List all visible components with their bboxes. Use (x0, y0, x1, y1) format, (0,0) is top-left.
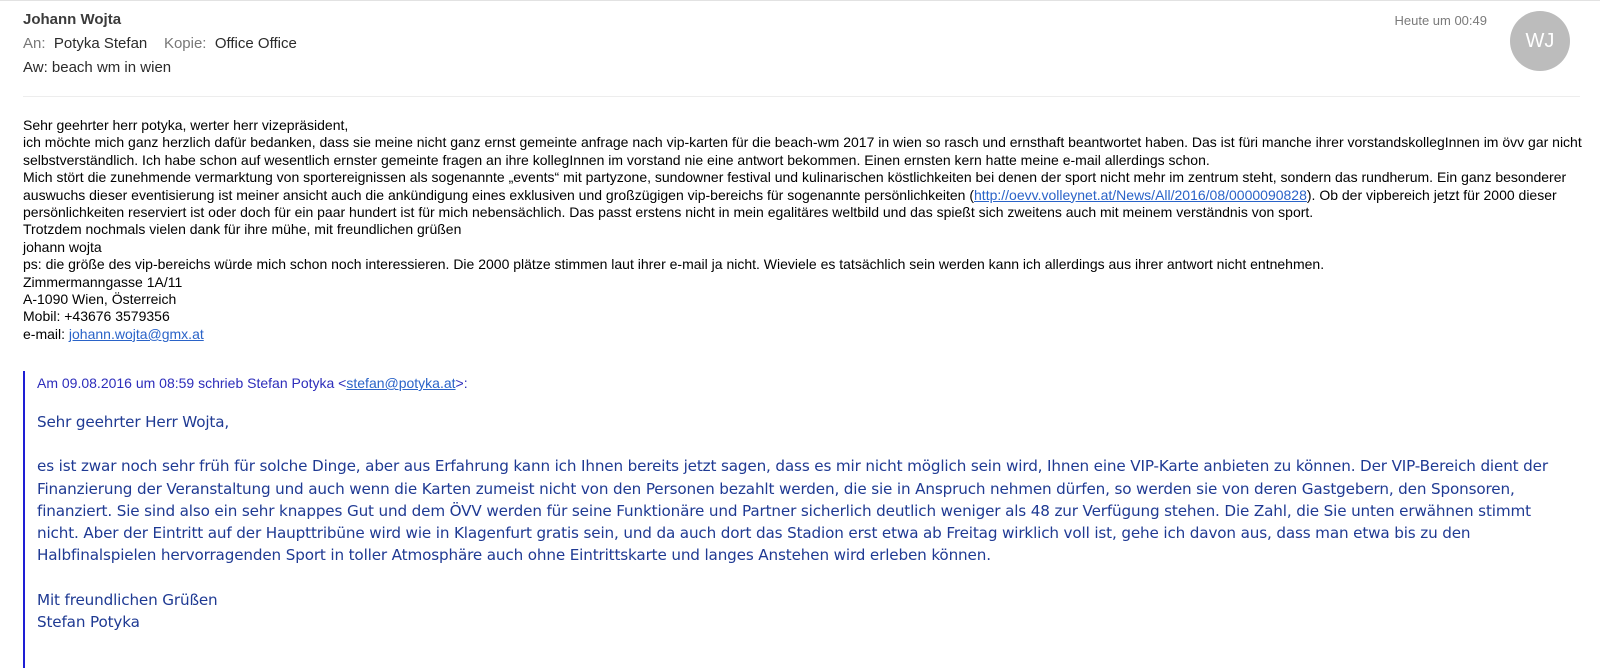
body-greeting: Sehr geehrter herr potyka, werter herr vizepräsident, (23, 117, 349, 133)
body-closing: Trotzdem nochmals vielen dank für ihre mühe, mit freundlichen grüßen (23, 221, 462, 238)
mobile-number: Mobil: +43676 3579356 (23, 308, 170, 325)
sender-name: Johann Wojta (23, 11, 122, 28)
quoted-message (23, 371, 1580, 668)
cc-recipient[interactable]: Office Office (214, 35, 297, 52)
email-date: Heute um 00:49 (1394, 13, 1487, 28)
header-divider (23, 96, 1580, 97)
quote-closing: Mit freundlichen Grüßen (37, 590, 218, 609)
quote-paragraph: es ist zwar noch sehr früh für solche Dinge, aber aus Erfahrung kann ich Ihnen bereits jetzt sagen, dass es mir nicht möglich sein wird, Ihnen eine VIP-Karte anbieten zu können. Der VIP-Bereich dient der Finanzierung der Veranstaltung und auch wenn die Karten zumeist nicht von den Personen bezahlt werden, die sie in Anspruch nehmen dürfen, so werden sie von deren Gastgebern, den Sponsoren, finanziert. Sie sind also ein sehr knappes Gut und dem ÖVV werden für seine Funktionäre und Partner sicherlich deutlich weniger als 48 zur Verfügung stehen. Die Zahl, die Sie unten erwähnen stimmt nicht. Aber der Eintritt auf der Haupttribüne wird wie in Klagenfurt gratis sein, und da auch dort das Stadion erst etwa ab Freitag wirklich voll ist, gehe ich davon aus, dass man etwa bis zu den Halbfinalspielen hervorragenden Sport in toller Atmosphäre auch ohne Eintrittskarte und langes Anstehen wird erleben können. (37, 457, 1548, 565)
top-border (0, 0, 1600, 1)
quote-attribution (37, 375, 468, 391)
address-line-1: Zimmermanngasse 1A/11 (23, 273, 183, 290)
sender-avatar[interactable]: WJ (1510, 11, 1570, 71)
email-body (23, 117, 1583, 343)
body-paragraph-1: ich möchte mich ganz herzlich dafür bedanken, dass sie meine nicht ganz ernst gemeinte anfrage nach vip-karten für die beach-wm 2017 in wien so rasch und ernsthaft beantwortet haben. Das ist füri manche ihrer vorstandskollegInnen im övv gar nicht selbstverständlich. Ich habe schon auf wesentlich ernster gemeinte fragen an ihre kollegInnen im vorstand nie eine antwort bekommen. Einen ernsten kern hatte meine e-mail allerdings schon. (23, 134, 1582, 168)
quote-signature: Stefan Potyka (37, 612, 140, 631)
quote-attribution-text: Am 09.08.2016 um 08:59 schrieb Stefan Potyka < (37, 375, 347, 391)
email-link[interactable]: johann.wojta@gmx.at (68, 325, 204, 342)
quote-body (37, 411, 1577, 633)
cc-label: Kopie: (163, 35, 207, 52)
para2-text-after: ). Ob der vipbereich jetzt für 2000 dieser persönlichkeiten reserviert ist oder doch für ein paar hundert ist für mich nebensächlich. Das passt erstens nicht in mein egalitäres weltbild und das spießt sich zweitens auch mit meinem verständnis von sport. (23, 186, 1557, 221)
body-paragraph-2 (23, 169, 1583, 221)
quote-greeting: Sehr geehrter Herr Wojta, (37, 413, 230, 431)
email-label: e-mail: (23, 325, 69, 342)
quote-attribution-end: >: (455, 375, 468, 391)
quote-email-link[interactable]: stefan@potyka.at (346, 375, 456, 391)
email-line (23, 326, 1583, 343)
address-line-2: A-1090 Wien, Österreich (23, 291, 177, 308)
para2-text-before: Mich stört die zunehmende vermarktung von sportereignissen als sogenannte „events“ mit partyzone, sundowner festival und kulinarischen köstlichkeiten bei denen der sport nicht mehr im zentrum steht, sondern das rundherum. Ein ganz besonderer auswuchs dieser eventisierung ist meiner ansicht auch die ankündigung eines exklusiven und großzügigen vip-bereichs für sogenannte persönlichkeiten ( (23, 169, 1567, 203)
body-ps: ps: die größe des vip-bereichs würde mich schon noch interessieren. Die 2000 plätze stimmen laut ihrer e-mail ja nicht. Wieviele es tatsächlich sein werden kann ich allerdings aus ihrer antwort nicht entnehmen. (23, 256, 1325, 273)
recipients-row (23, 35, 297, 52)
to-recipient[interactable]: Potyka Stefan (53, 35, 148, 52)
volleynet-link[interactable]: http://oevv.volleynet.at/News/All/2016/08/0000090828 (974, 186, 1307, 203)
body-signature-name: johann wojta (23, 238, 102, 255)
email-subject: Aw: beach wm in wien (23, 59, 172, 76)
to-label: An: (23, 35, 46, 52)
